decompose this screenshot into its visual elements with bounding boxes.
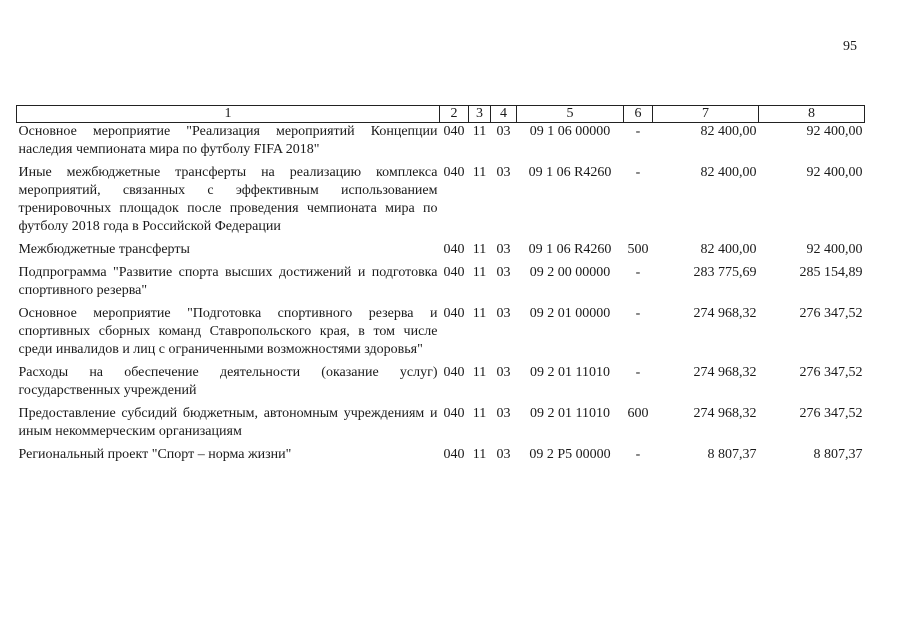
expense-type: 600 (627, 406, 649, 421)
target-article: 09 2 01 00000 (529, 306, 611, 321)
ministry-code: 040 (443, 265, 465, 280)
target-article: 09 2 P5 00000 (529, 447, 611, 462)
expense-type: 500 (627, 242, 649, 257)
expense-type: - (635, 165, 641, 180)
ministry-code: 040 (443, 306, 465, 321)
amount-col-8: 92 400,00 (806, 242, 863, 257)
expense-type: - (635, 365, 641, 380)
ministry-code: 040 (443, 447, 465, 462)
subsection-code: 03 (496, 165, 511, 180)
row-name: Иные межбюджетные трансферты на реализацию комплекса мероприятий, связанных с эффективным использованием тренировочных площадок после проведения чемпионата мира по футболу 2018 года в Российской Федерации (18, 165, 438, 234)
amount-col-8: 276 347,52 (799, 365, 863, 380)
section-code: 11 (472, 306, 487, 321)
section-code: 11 (472, 265, 487, 280)
table-body (17, 123, 865, 470)
table-row (17, 241, 865, 264)
section-code: 11 (472, 242, 487, 257)
target-article: 09 1 06 R4260 (528, 165, 612, 180)
section-code: 11 (472, 365, 487, 380)
table-row (17, 446, 865, 469)
target-article: 09 2 00 00000 (529, 265, 611, 280)
amount-col-8: 8 807,37 (813, 447, 863, 462)
ministry-code: 040 (443, 242, 465, 257)
column-header-2: 2 (440, 106, 469, 123)
section-code: 11 (472, 165, 487, 180)
page-number: 95 (843, 39, 857, 54)
table-row (17, 405, 865, 446)
column-header-1: 1 (17, 106, 440, 123)
amount-col-7: 283 775,69 (693, 265, 757, 280)
table-row (17, 123, 865, 165)
target-article: 09 1 06 00000 (529, 124, 611, 139)
ministry-code: 040 (443, 124, 465, 139)
amount-col-8: 92 400,00 (806, 124, 863, 139)
subsection-code: 03 (496, 406, 511, 421)
table-header (17, 106, 865, 123)
column-header-5: 5 (517, 106, 624, 123)
amount-col-8: 276 347,52 (799, 306, 863, 321)
row-name: Основное мероприятие "Подготовка спортивного резерва и спортивных сборных команд Ставропольского края, в том числе среди инвалидов и лиц с ограниченными возможностями здоровья" (18, 306, 438, 357)
ministry-code: 040 (443, 406, 465, 421)
expense-type: - (635, 306, 641, 321)
row-name: Межбюджетные трансферты (18, 242, 190, 257)
amount-col-8: 285 154,89 (799, 265, 863, 280)
budget-table (16, 105, 865, 469)
row-name: Расходы на обеспечение деятельности (оказание услуг) государственных учреждений (18, 365, 438, 398)
section-code: 11 (472, 406, 487, 421)
column-header-7: 7 (653, 106, 759, 123)
target-article: 09 2 01 11010 (530, 365, 610, 380)
header-row (17, 106, 865, 123)
amount-col-7: 8 807,37 (707, 447, 757, 462)
row-name: Предоставление субсидий бюджетным, автономным учреждениям и иным некоммерческим организациям (18, 406, 438, 439)
column-header-8: 8 (759, 106, 865, 123)
ministry-code: 040 (443, 365, 465, 380)
subsection-code: 03 (496, 447, 511, 462)
section-code: 11 (472, 447, 487, 462)
amount-col-8: 276 347,52 (799, 406, 863, 421)
amount-col-7: 274 968,32 (693, 406, 757, 421)
column-header-4: 4 (491, 106, 517, 123)
row-name: Региональный проект "Спорт – норма жизни" (18, 447, 292, 462)
amount-col-7: 82 400,00 (700, 165, 757, 180)
table-row (17, 364, 865, 405)
table-row (17, 264, 865, 305)
subsection-code: 03 (496, 124, 511, 139)
row-name: Подпрограмма "Развитие спорта высших достижений и подготовка спортивного резерва" (18, 265, 438, 298)
subsection-code: 03 (496, 365, 511, 380)
table-row (17, 164, 865, 241)
ministry-code: 040 (443, 165, 465, 180)
subsection-code: 03 (496, 242, 511, 257)
section-code: 11 (472, 124, 487, 139)
amount-col-7: 82 400,00 (700, 242, 757, 257)
row-name: Основное мероприятие "Реализация мероприятий Концепции наследия чемпионата мира по футболу FIFA 2018" (18, 124, 438, 157)
subsection-code: 03 (496, 306, 511, 321)
amount-col-7: 82 400,00 (700, 124, 757, 139)
target-article: 09 2 01 11010 (530, 406, 610, 421)
table-row (17, 305, 865, 364)
expense-type: - (635, 265, 641, 280)
subsection-code: 03 (496, 265, 511, 280)
amount-col-7: 274 968,32 (693, 306, 757, 321)
amount-col-8: 92 400,00 (806, 165, 863, 180)
column-header-3: 3 (469, 106, 491, 123)
column-header-6: 6 (624, 106, 653, 123)
expense-type: - (635, 124, 641, 139)
expense-type: - (635, 447, 641, 462)
amount-col-7: 274 968,32 (693, 365, 757, 380)
target-article: 09 1 06 R4260 (528, 242, 612, 257)
